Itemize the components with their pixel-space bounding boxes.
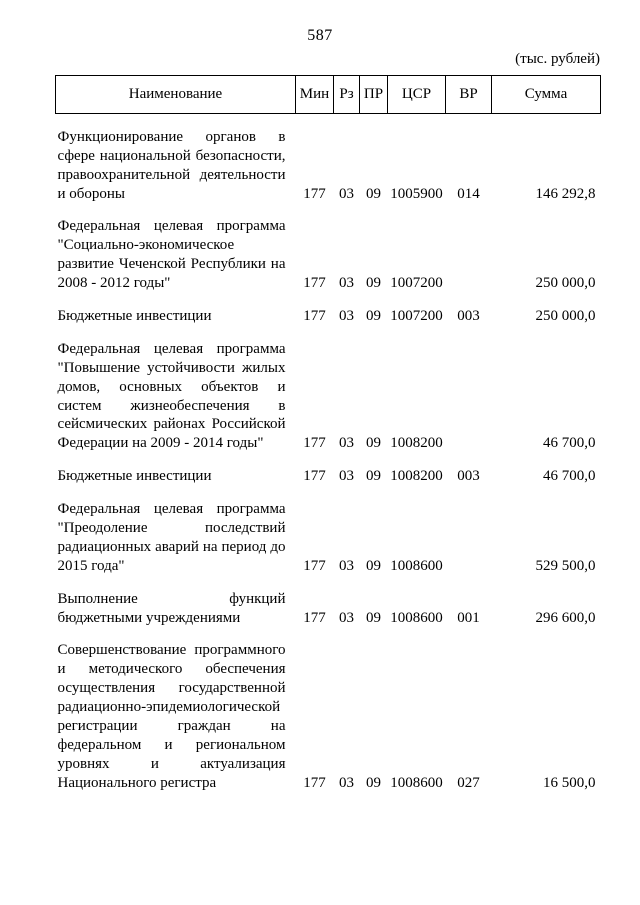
- cell-vr: [446, 203, 492, 293]
- table-row: [56, 203, 601, 293]
- column-header-summa: Сумма: [492, 76, 601, 114]
- cell-pr: 09: [366, 557, 381, 574]
- cell-csr: 1005900: [390, 185, 443, 202]
- cell-rz: 03: [339, 435, 354, 452]
- column-header-pr: ПР: [360, 76, 388, 114]
- table-row: [56, 486, 601, 576]
- cell-rz: 03: [339, 468, 354, 485]
- cell-pr: 09: [366, 275, 381, 292]
- table-row: [56, 576, 601, 628]
- cell-summa: 46 700,0: [543, 435, 596, 452]
- cell-rz: 03: [339, 774, 354, 791]
- column-header-vr: ВР: [446, 76, 492, 114]
- cell-name: Функционирование органов в сфере национальной безопасности, правоохранительной деятельности и обороны: [57, 128, 286, 202]
- cell-min: 177: [303, 185, 326, 202]
- cell-csr: 1008600: [390, 557, 443, 574]
- cell-name: Федеральная целевая программа "Социально-экономическое развитие Чеченской Республики на 2008 - 2012 годы": [57, 218, 286, 292]
- cell-summa: 296 600,0: [535, 609, 596, 626]
- cell-name: Федеральная целевая программа "Повышение устойчивости жилых домов, основных объектов и систем жизнеобеспечения в сейсмических районах Российской Федерации на 2009 - 2014 годы": [57, 340, 286, 452]
- column-header-rz: Рз: [334, 76, 360, 114]
- cell-rz: 03: [339, 185, 354, 202]
- table-row: [56, 293, 601, 326]
- cell-pr: 09: [366, 185, 381, 202]
- cell-name: Бюджетные инвестиции: [57, 468, 212, 485]
- cell-csr: 1008600: [390, 609, 443, 626]
- cell-vr: [446, 486, 492, 576]
- units-note: (тыс. рублей): [515, 51, 600, 67]
- cell-summa: 250 000,0: [535, 275, 596, 292]
- cell-name: Бюджетные инвестиции: [57, 308, 212, 325]
- cell-summa: 46 700,0: [543, 468, 596, 485]
- cell-min: 177: [303, 435, 326, 452]
- cell-name: Федеральная целевая программа "Преодоление последствий радиационных аварий на период до 2015 года": [57, 501, 286, 574]
- table-body: [56, 113, 601, 792]
- cell-summa: 250 000,0: [535, 308, 596, 325]
- cell-min: 177: [303, 275, 326, 292]
- table-row: [56, 627, 601, 792]
- cell-vr: 014: [457, 185, 480, 202]
- cell-pr: 09: [366, 308, 381, 325]
- cell-min: 177: [303, 468, 326, 485]
- cell-min: 177: [303, 308, 326, 325]
- budget-table: [55, 75, 601, 793]
- cell-rz: 03: [339, 308, 354, 325]
- cell-name: Выполнение функций бюджетными учреждениями: [57, 590, 286, 626]
- column-header-csr: ЦСР: [388, 76, 446, 114]
- page-content: [55, 51, 600, 793]
- table-row: [56, 113, 601, 203]
- table-row: [56, 326, 601, 453]
- cell-min: 177: [303, 774, 326, 791]
- column-header-name: Наименование: [56, 76, 296, 114]
- table-row: [56, 453, 601, 486]
- cell-csr: 1007200: [390, 308, 443, 325]
- cell-summa: 146 292,8: [535, 185, 596, 202]
- cell-pr: 09: [366, 774, 381, 791]
- cell-csr: 1008200: [390, 468, 443, 485]
- page-number: 587: [307, 27, 333, 44]
- cell-rz: 03: [339, 609, 354, 626]
- cell-pr: 09: [366, 609, 381, 626]
- cell-name: Совершенствование программного и методического обеспечения осуществления государственной радиационно-эпидемиологической регистрации граждан на федеральном и региональном уровнях и актуализация Национального регистра: [57, 642, 286, 791]
- cell-vr: [446, 326, 492, 453]
- cell-summa: 16 500,0: [543, 774, 596, 791]
- cell-rz: 03: [339, 557, 354, 574]
- cell-vr: 001: [457, 609, 480, 626]
- cell-csr: 1008600: [390, 774, 443, 791]
- cell-pr: 09: [366, 468, 381, 485]
- cell-rz: 03: [339, 275, 354, 292]
- cell-vr: 003: [457, 308, 480, 325]
- cell-vr: 003: [457, 468, 480, 485]
- cell-csr: 1007200: [390, 275, 443, 292]
- cell-summa: 529 500,0: [535, 557, 596, 574]
- cell-csr: 1008200: [390, 435, 443, 452]
- table-header-row: [56, 76, 601, 114]
- cell-pr: 09: [366, 435, 381, 452]
- cell-min: 177: [303, 609, 326, 626]
- cell-min: 177: [303, 557, 326, 574]
- column-header-min: Мин: [296, 76, 334, 114]
- cell-vr: 027: [457, 774, 480, 791]
